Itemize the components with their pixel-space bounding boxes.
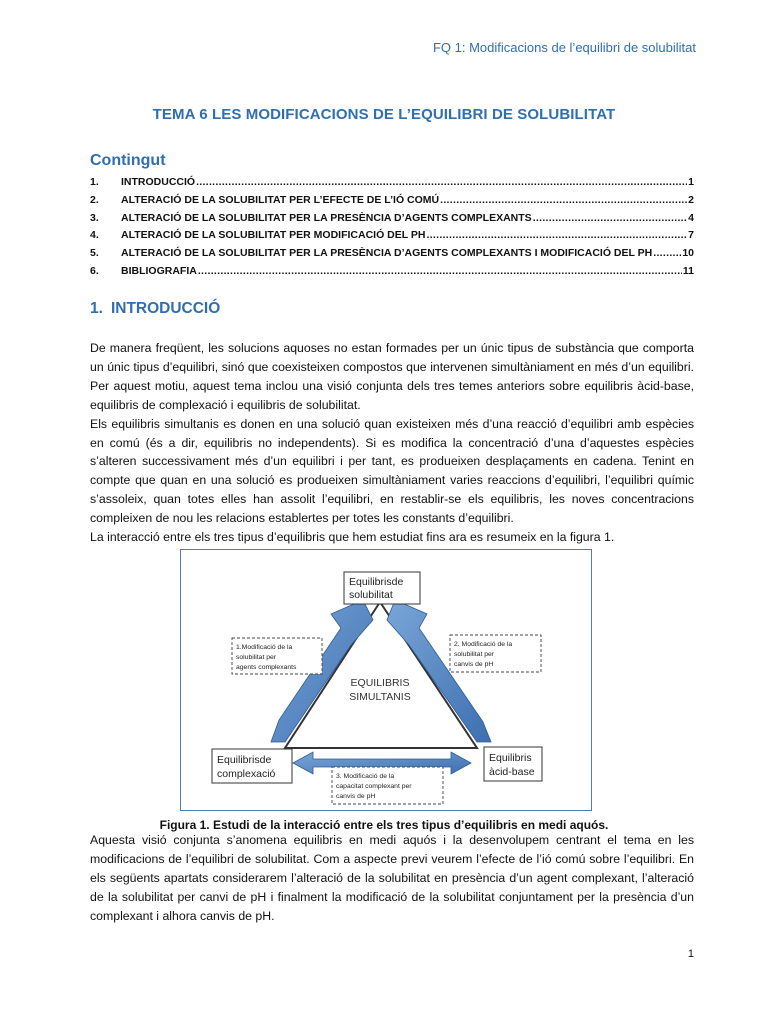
note3-line2: capacitat complexant per [336,783,412,790]
toc-title: ALTERACIÓ DE LA SOLUBILITAT PER L’EFECTE DE L’IÓ COMÚ [121,193,440,206]
acid-base-box-line2: àcid-base [489,766,535,778]
solubility-box-line1: Equilibrisde [349,576,404,588]
intro-text [90,339,694,547]
intro-paragraph: Els equilibris simultanis es donen en una solució quan existeixen més d’una reacció d’equilibri amb espècies en comú (és a dir, equilibris no independents). Si es modifica la concentració d’una d’aquestes espècies s’alteren successivament més d’un equilibri i per tant, es produeixen desplaçaments en cadena. Tenint en compte que quan en una solució es produeixen simultàniament varies reaccions d’equilibri, l’equilibri químic s’assoleix, quan totes elles han assolit l’equilibri, en restablir-se els equilibris, les noves concentracions compleixen de nou les relacions establertes per totes les constants d’equilibri. [90,416,694,526]
acid-base-box-line1: Equilibris [489,752,532,764]
toc-page: 7 [688,229,694,242]
toc-leader [533,212,687,224]
toc-entry[interactable] [90,265,694,283]
figure-caption: Figura 1. Estudi de la interacció entre els tres tipus d’equilibris en medi aquós. [159,818,609,832]
closing-text [90,831,694,926]
toc-page: 2 [688,193,694,206]
toc-entry[interactable] [90,247,694,265]
note3-line3: canvis de pH [336,793,376,800]
toc-leader [653,247,681,259]
toc-leader [427,229,688,241]
section-title: INTRODUCCIÓ [110,300,221,317]
toc-number: 5. [90,247,99,260]
diagram-svg [181,550,590,809]
complexation-box-line2: complexació [217,768,276,780]
note2-line1: 2. Modificació de la [454,641,513,648]
note1-line1: 1.Modificació de la [236,644,293,651]
equilibria-diagram [180,549,592,811]
toc-number: 1. [90,176,99,188]
toc-title: ALTERACIÓ DE LA SOLUBILITAT PER LA PRESÈNCIA D’AGENTS COMPLEXANTS [121,211,532,224]
closing-paragraph: Aquesta visió conjunta s’anomena equilibris en medi aquós i la desenvolupem centrant el tema en les modificacions de l’equilibri de solubilitat. Com a aspecte previ veurem l’efecte de l’ió comú sobre l’equilibri. En els següents apartats considerarem l’alteració de la solubilitat en presència d’un agent complexant, l’alteració de la solubilitat per canvi de pH i finalment la modificació de la solubilitat conjuntament per la presència d’un complexant i alhora canvis de pH. [90,833,694,923]
table-of-contents [90,176,694,283]
section-heading [90,300,228,318]
section-number: 1. [90,300,103,317]
toc-number: 4. [90,229,99,242]
toc-entry[interactable] [90,212,694,230]
solubility-box-line2: solubilitat [349,589,393,601]
toc-page: 1 [688,176,694,188]
toc-leader [440,194,687,206]
toc-number: 3. [90,211,99,224]
toc-page: 11 [682,264,694,277]
intro-paragraph: La interacció entre els tres tipus d’equilibris que hem estudiat fins ara es resumeix en la figura 1. [90,530,615,545]
running-header: FQ 1: Modificacions de l’equilibri de solubilitat [432,40,696,55]
toc-entry[interactable] [90,194,694,212]
note1-line2: solubilitat per [236,654,277,661]
toc-number: 2. [90,193,99,206]
contents-heading: Contingut [90,152,166,169]
intro-paragraph: De manera freqüent, les solucions aquoses no estan formades per un únic tipus de substància que comporta un únic tipus d’equilibri, sinó que coexisteixen compostos que intervenen simultàniament en més d’un equilibri. Per aquest motiu, aquest tema inclou una visió conjunta dels tres temes anteriors sobre equilibris àcid-base, equilibris de complexació i equilibris de solubilitat. [90,341,694,412]
toc-number: 6. [90,264,99,277]
toc-title: BIBLIOGRAFIA [121,264,197,277]
toc-page: 4 [688,211,694,224]
complexation-box-line1: Equilibrisde [217,754,272,766]
toc-leader [198,265,682,277]
center-label-line1: EQUILIBRIS [350,677,410,689]
note2-line2: solubilitat per [454,651,495,658]
toc-title: ALTERACIÓ DE LA SOLUBILITAT PER LA PRESÈNCIA D’AGENTS COMPLEXANTS I MODIFICACIÓ DEL PH [121,247,653,260]
note3-line1: 3. Modificació de la [336,773,395,780]
note2-line3: canvis de pH [454,661,494,668]
toc-page: 10 [682,247,694,260]
toc-title: INTRODUCCIÓ [121,176,196,188]
center-label-line2: SIMULTANIS [349,691,411,703]
page-title: TEMA 6 LES MODIFICACIONS DE L’EQUILIBRI DE SOLUBILITAT [152,106,616,123]
toc-entry[interactable] [90,229,694,247]
toc-entry[interactable] [90,176,694,194]
toc-leader [196,176,687,188]
page-number: 1 [687,948,694,960]
toc-title: ALTERACIÓ DE LA SOLUBILITAT PER MODIFICACIÓ DEL PH [121,229,426,242]
note1-line3: agents complexants [236,664,297,671]
